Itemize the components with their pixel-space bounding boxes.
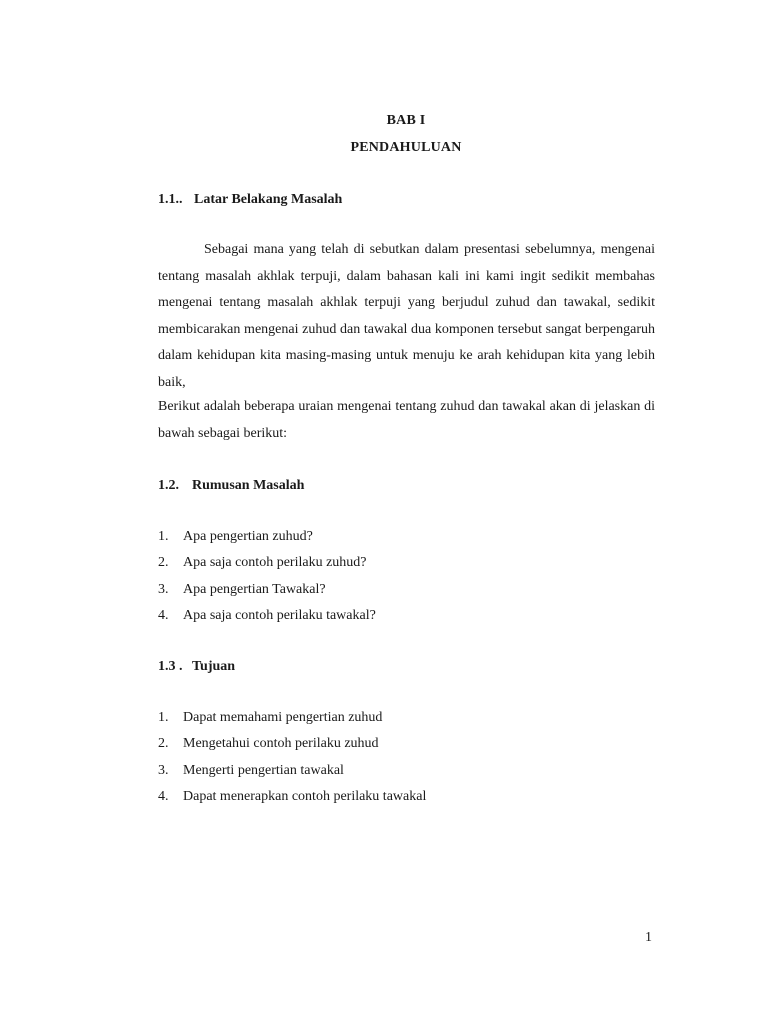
list-item	[158, 731, 426, 757]
list-item	[158, 550, 376, 576]
problem-formulation-list	[158, 524, 376, 629]
list-item-number: 4.	[158, 788, 169, 804]
list-item-number: 4.	[158, 607, 169, 623]
section-heading-rumusan-masalah	[158, 478, 304, 494]
page-number: 1	[645, 930, 652, 945]
list-item-text: Dapat memahami pengertian zuhud	[183, 710, 383, 725]
section-title: Rumusan Masalah	[192, 478, 305, 493]
list-item-number: 1.	[158, 529, 169, 544]
list-item-number: 1.	[158, 710, 169, 725]
list-item-number: 2.	[158, 736, 169, 752]
section-number: 1.2.	[158, 478, 179, 493]
list-item-text: Apa pengertian zuhud?	[183, 529, 313, 544]
list-item	[158, 603, 376, 629]
list-item-text: Apa pengertian Tawakal?	[183, 581, 326, 597]
list-item	[158, 784, 426, 810]
section-title: Latar Belakang Masalah	[194, 192, 343, 207]
section-number: 1.3 .	[158, 659, 183, 674]
paragraph-background: Sebagai mana yang telah di sebutkan dalam presentasi sebelumnya, mengenai tentang masalah akhlak terpuji, dalam bahasan kali ini kami ingit sedikit membahas mengenai tentang masalah akhlak terpuji yang berjudul zuhud dan tawakal, sedikit membicarakan mengenai zuhud dan tawakal dua komponen tersebut sangat berpengaruh dalam kehidupan kita masing-masing untuk menuju ke arah kehidupan kita yang lebih baik,	[158, 242, 655, 390]
list-item-text: Apa saja contoh perilaku tawakal?	[183, 607, 376, 623]
list-item-number: 3.	[158, 581, 169, 597]
paragraph-intro-list: Berikut adalah beberapa uraian mengenai tentang zuhud dan tawakal akan di jelaskan di bawah sebagai berikut:	[158, 399, 655, 441]
section-heading-tujuan	[158, 659, 235, 675]
chapter-title: PENDAHULUAN	[350, 140, 462, 155]
list-item	[158, 577, 376, 603]
list-item	[158, 524, 376, 550]
list-item	[158, 758, 426, 784]
list-item-text: Mengerti pengertian tawakal	[183, 762, 344, 778]
list-item-number: 3.	[158, 762, 169, 778]
list-item-text: Dapat menerapkan contoh perilaku tawakal	[183, 788, 427, 804]
list-item-number: 2.	[158, 555, 169, 571]
list-item-text: Apa saja contoh perilaku zuhud?	[183, 555, 367, 571]
list-item-text: Mengetahui contoh perilaku zuhud	[183, 736, 379, 752]
section-heading-latar-belakang	[158, 192, 342, 208]
list-item	[158, 705, 426, 731]
section-title: Tujuan	[192, 659, 236, 674]
objectives-list	[158, 705, 426, 810]
section-number: 1.1..	[158, 192, 183, 207]
chapter-number: BAB I	[386, 113, 426, 128]
